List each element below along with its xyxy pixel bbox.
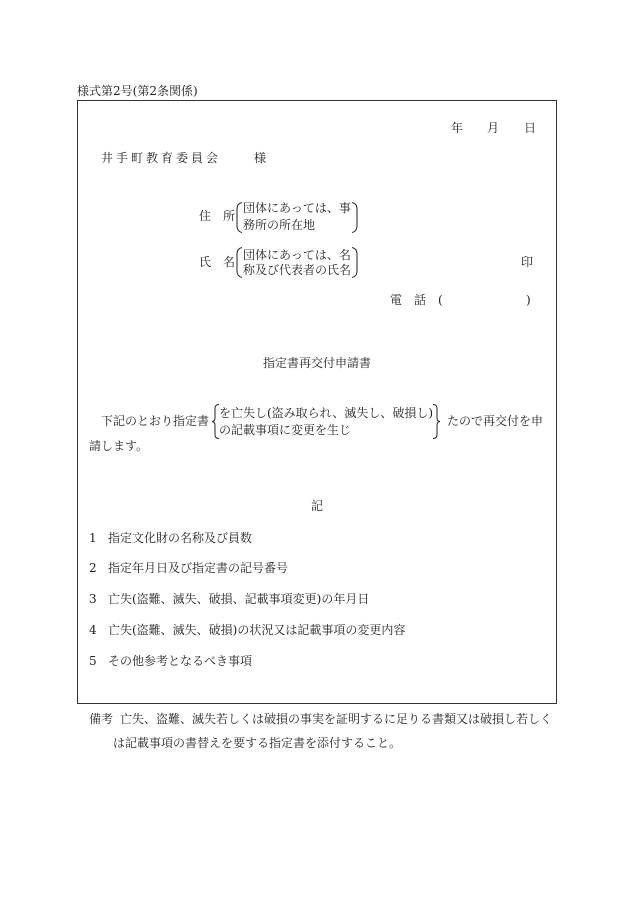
ki-heading: 記 [310, 499, 323, 513]
item-text: 亡失(盗難、滅失、破損、記載事項変更)の年月日 [108, 592, 370, 606]
phone-label: 電 話 [390, 293, 427, 307]
date-month-label: 月 [487, 121, 500, 135]
name-note-close-bracket [351, 247, 358, 278]
addressee-honorific: 様 [254, 151, 267, 165]
item-number: 5 [89, 654, 97, 668]
body-lead: 下記のとおり指定書 [101, 414, 210, 428]
item-number: 4 [89, 623, 97, 637]
form-number: 様式第2号(第2条関係) [77, 84, 198, 98]
body-close-brace [432, 404, 440, 439]
form-frame [77, 100, 557, 704]
item-text: 亡失(盗難、滅失、破損)の状況又は記載事項の変更内容 [108, 623, 406, 637]
phone-close-paren: ) [526, 293, 531, 307]
address-note-line-2: 務所の所在地 [243, 218, 316, 232]
date-year-label: 年 [451, 121, 464, 135]
body-option-1: を亡失し(盗み取られ、滅失し、破損し) [219, 406, 434, 420]
item-number: 3 [89, 592, 97, 606]
item-number: 1 [89, 531, 97, 545]
name-label: 氏 名 [199, 255, 236, 269]
item-text: 指定文化財の名称及び員数 [108, 531, 253, 545]
address-label: 住 所 [199, 209, 236, 223]
name-note-open-bracket [236, 247, 243, 278]
body-option-2: の記載事項に変更を生じ [219, 423, 352, 437]
address-note-close-bracket [351, 202, 358, 233]
address-note-line-1: 団体にあっては、事 [243, 201, 351, 215]
addressee-name: 井手町教育委員会 [101, 151, 222, 165]
body-tail: たので再交付を申 [447, 414, 544, 428]
name-note-line-2: 称及び代表者の氏名 [243, 263, 352, 277]
address-note-open-bracket [236, 202, 243, 233]
item-text: 指定年月日及び指定書の記号番号 [108, 561, 289, 575]
item-number: 2 [89, 561, 97, 575]
date-day-label: 日 [524, 121, 537, 135]
item-text: その他参考となるべき事項 [108, 654, 253, 668]
document-title: 指定書再交付申請書 [262, 356, 371, 370]
phone-open-paren: ( [438, 293, 443, 307]
remarks-line-2: は記載事項の書替えを要する指定書を添付すること。 [113, 736, 402, 750]
body-continuation: 請します。 [89, 439, 149, 453]
seal-mark: 印 [521, 255, 534, 269]
remarks-label: 備考 [89, 712, 114, 726]
name-note-line-1: 団体にあっては、名 [243, 248, 351, 262]
remarks-line-1: 亡失、盗難、滅失若しくは破損の事実を証明するに足りる書類又は破損し若しく [120, 712, 553, 726]
